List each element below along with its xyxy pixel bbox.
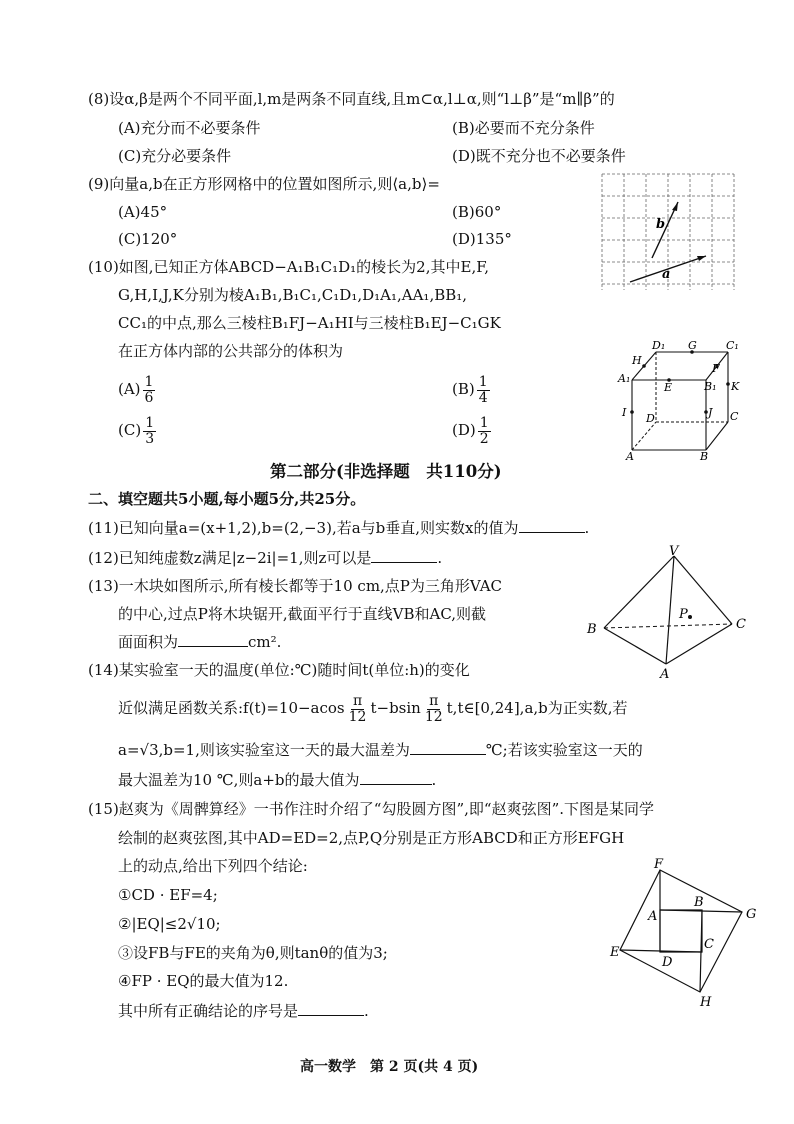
q14-line3: a=√3,b=1,则该实验室这一天的最大温差为 ℃;若该实验室这一天的 <box>118 741 643 759</box>
svg-text:F: F <box>712 362 720 375</box>
q8-option-a: (A)充分而不必要条件 <box>118 119 261 137</box>
q15-zhaoshuang-figure <box>608 856 768 1012</box>
fraction: $\frac{\pi}{12}$ <box>424 692 443 725</box>
fraction: $\frac{1}{6}$ <box>144 373 154 406</box>
svg-text:H: H <box>700 995 712 1010</box>
svg-text:C: C <box>736 617 746 632</box>
q15-line2: 绘制的赵爽弦图,其中AD=ED=2,点P,Q分别是正方形ABCD和正方形EFGH <box>118 829 625 847</box>
q14-line2: 近似满足函数关系:f(t)=10−acos $\frac{\pi}{12}$ t−bsin $\frac{\pi}{12}$ t,t∈[0,24],a,b为正实数,若 <box>118 692 628 725</box>
square-abcd <box>660 910 702 952</box>
q10-option-a: (A) $\frac{1}{6}$ <box>118 373 154 406</box>
q8-option-c: (C)充分必要条件 <box>118 147 232 165</box>
svg-text:H: H <box>632 354 642 367</box>
q13-tetrahedron-figure <box>582 544 758 680</box>
square-efgh <box>620 870 742 992</box>
q10-option-d: (D) $\frac{1}{2}$ <box>452 414 489 447</box>
answer-blank[interactable] <box>519 518 585 533</box>
q10-line4: 在正方体内部的公共部分的体积为 <box>118 342 344 360</box>
q10-line2: G,H,I,J,K分别为棱A₁B₁,B₁C₁,C₁D₁,D₁A₁,AA₁,BB₁, <box>118 286 468 304</box>
answer-blank[interactable] <box>178 632 248 647</box>
q13-line3: 面面积为 cm². <box>118 633 282 651</box>
svg-text:C₁: C₁ <box>726 339 739 352</box>
svg-text:E: E <box>664 381 673 394</box>
svg-text:B₁: B₁ <box>704 380 717 393</box>
q8-option-d: (D)既不充分也不必要条件 <box>452 147 626 165</box>
q15-conclusion-4: ④FP · EQ的最大值为12. <box>118 972 289 990</box>
answer-blank[interactable] <box>410 740 486 755</box>
svg-text:A: A <box>660 667 670 680</box>
svg-text:F: F <box>654 857 664 872</box>
svg-text:G: G <box>746 907 757 922</box>
svg-text:C: C <box>704 937 714 952</box>
q9-option-b: (B)60° <box>452 203 502 221</box>
fraction: $\frac{\pi}{12}$ <box>348 692 367 725</box>
vector-a-arrow <box>697 256 706 261</box>
svg-text:P: P <box>679 607 688 622</box>
svg-text:B: B <box>587 622 597 637</box>
svg-text:G: G <box>688 339 697 352</box>
fraction: $\frac{1}{2}$ <box>479 414 489 447</box>
part2-title: 第二部分(非选择题 共110分) <box>270 462 502 481</box>
svg-text:J: J <box>708 406 713 419</box>
q13-line1: (13)一木块如图所示,所有棱长都等于10 cm,点P为三角形VAC <box>88 577 503 595</box>
q8-option-b: (B)必要而不充分条件 <box>452 119 595 137</box>
q14-line4: 最大温差为10 ℃,则a+b的最大值为 . <box>118 771 437 789</box>
q10-cube-figure <box>614 334 754 462</box>
q9-stem: (9)向量a,b在正方形网格中的位置如图所示,则⟨a,b⟩= <box>88 175 440 193</box>
q10-option-b: (B) $\frac{1}{4}$ <box>452 373 488 406</box>
svg-text:E: E <box>610 945 620 960</box>
svg-text:B: B <box>700 450 709 462</box>
svg-text:D: D <box>662 955 673 970</box>
answer-blank[interactable] <box>298 1001 364 1016</box>
vector-a-label: a <box>662 267 671 282</box>
q9-grid-figure <box>598 170 738 294</box>
svg-text:D: D <box>646 412 655 425</box>
fraction: $\frac{1}{3}$ <box>145 414 155 447</box>
vector-b-label: b <box>656 217 666 232</box>
q8-stem: (8)设α,β是两个不同平面,l,m是两条不同直线,且m⊂α,l⊥α,则“l⊥β”是“m∥β”的 <box>88 90 615 108</box>
svg-text:A: A <box>626 450 634 462</box>
answer-blank[interactable] <box>371 548 437 563</box>
q9-option-a: (A)45° <box>118 203 168 221</box>
svg-text:K: K <box>731 380 740 393</box>
svg-text:B: B <box>694 895 704 910</box>
q13-line2: 的中心,过点P将木块锯开,截面平行于直线VB和AC,则截 <box>118 605 487 623</box>
q11-stem: (11)已知向量a=(x+1,2),b=(2,−3),若a与b垂直,则实数x的值为 . <box>88 519 590 537</box>
q10-line3: CC₁的中点,那么三棱柱B₁FJ−A₁HI与三棱柱B₁EJ−C₁GK <box>118 314 501 332</box>
fraction: $\frac{1}{4}$ <box>478 373 488 406</box>
q15-ask: 其中所有正确结论的序号是 . <box>118 1002 369 1020</box>
svg-text:A: A <box>648 909 658 924</box>
q15-conclusion-1: ①CD · EF=4; <box>118 886 218 904</box>
page-footer: 高一数学 第 2 页(共 4 页) <box>300 1059 479 1075</box>
vector-b-arrow <box>672 202 678 211</box>
svg-text:I: I <box>622 406 627 419</box>
q10-line1: (10)如图,已知正方体ABCD−A₁B₁C₁D₁的棱长为2,其中E,F, <box>88 258 490 276</box>
q9-option-d: (D)135° <box>452 230 512 248</box>
svg-text:C: C <box>730 410 739 423</box>
q9-option-c: (C)120° <box>118 230 178 248</box>
section-title: 二、填空题共5小题,每小题5分,共25分。 <box>88 490 366 508</box>
answer-blank[interactable] <box>360 770 432 785</box>
q15-line3: 上的动点,给出下列四个结论: <box>118 857 308 875</box>
svg-text:A₁: A₁ <box>618 372 631 385</box>
svg-text:D₁: D₁ <box>652 339 666 352</box>
q15-conclusion-2: ②|EQ|≤2√10; <box>118 915 221 933</box>
q15-line1: (15)赵爽为《周髀算经》一书作注时介绍了“勾股圆方图”,即“赵爽弦图”.下图是某同学 <box>88 800 655 818</box>
svg-text:V: V <box>669 544 679 559</box>
q12-stem: (12)已知纯虚数z满足|z−2i|=1,则z可以是 . <box>88 549 443 567</box>
q15-conclusion-3: ③设FB与FE的夹角为θ,则tanθ的值为3; <box>118 944 388 962</box>
q10-option-c: (C) $\frac{1}{3}$ <box>118 414 155 447</box>
q14-line1: (14)某实验室一天的温度(单位:℃)随时间t(单位:h)的变化 <box>88 661 470 679</box>
